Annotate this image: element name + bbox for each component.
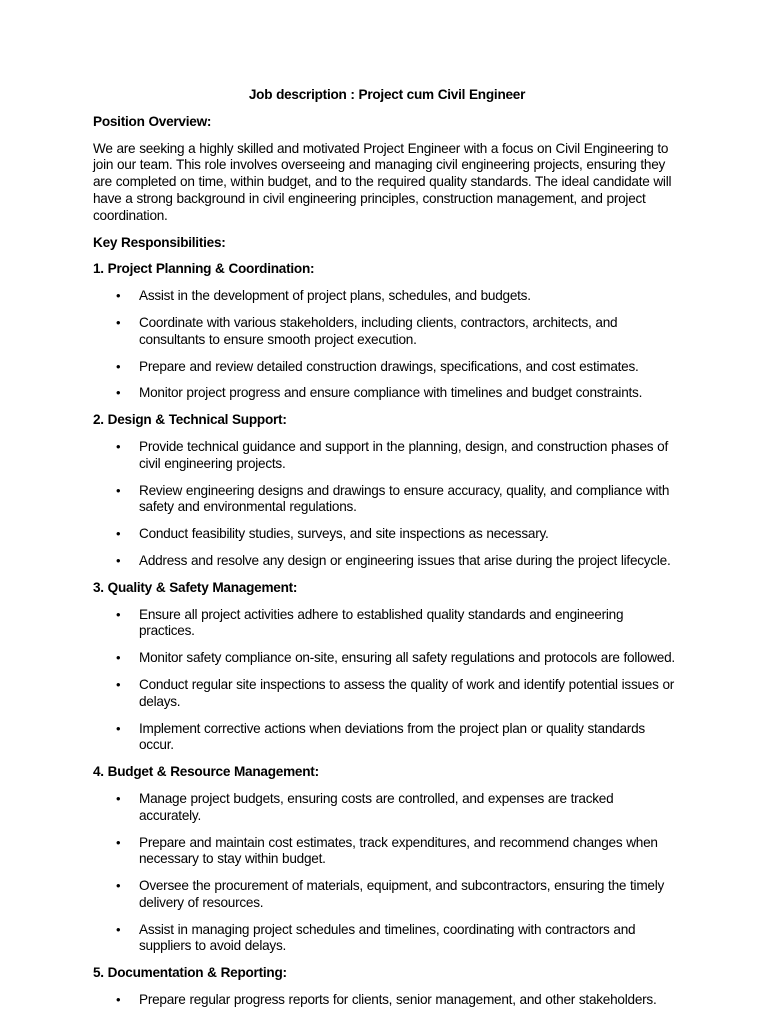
overview-paragraph: We are seeking a highly skilled and motivated Project Engineer with a focus on Civil Engineering to join our team. This role involves overseeing and managing civil engineering projects, ensuring they are completed on time, within budget, and to the required quality standards. The ideal candidate will have a strong background in civil engineering principles, construction management, and project coordination. [93, 140, 672, 223]
list-item [93, 607, 675, 641]
list-item [93, 922, 675, 956]
list-item [93, 359, 675, 376]
bullet-icon: • [116, 790, 121, 806]
list-item [93, 483, 675, 517]
section-heading: 2. Design & Technical Support: [93, 412, 287, 428]
section-heading: 4. Budget & Resource Management: [93, 764, 319, 780]
bullet-icon: • [116, 606, 121, 622]
list-item [93, 878, 675, 912]
list-item-text: Provide technical guidance and support in the planning, design, and construction phases of civil engineering projects. [139, 438, 668, 471]
list-item-text: Review engineering designs and drawings to ensure accuracy, quality, and compliance with safety and environmental regulations. [139, 482, 670, 515]
section-planning [93, 261, 675, 402]
list-item [93, 721, 675, 755]
document-title: Job description : Project cum Civil Engineer [248, 87, 526, 102]
list-item-text: Implement corrective actions when deviations from the project plan or quality standards occur. [139, 720, 645, 753]
bullet-icon: • [116, 288, 121, 304]
list-item-text: Assist in managing project schedules and timelines, coordinating with contractors and suppliers to avoid delays. [139, 921, 636, 954]
section-design [93, 412, 675, 570]
list-item [93, 288, 675, 305]
section-heading: 3. Quality & Safety Management: [93, 579, 298, 595]
list-item-text: Manage project budgets, ensuring costs are controlled, and expenses are tracked accurately. [139, 790, 614, 823]
list-item-text: Prepare regular progress reports for clients, senior management, and other stakeholders. [139, 992, 657, 1008]
list-item-text: Conduct feasibility studies, surveys, and site inspections as necessary. [139, 526, 549, 542]
bullet-list [93, 288, 675, 402]
list-item-text: Prepare and maintain cost estimates, track expenditures, and recommend changes when necessary to stay within budget. [139, 834, 658, 867]
list-item [93, 315, 675, 349]
list-item [93, 677, 675, 711]
bullet-icon: • [116, 921, 121, 937]
bullet-icon: • [116, 358, 121, 374]
list-item [93, 439, 675, 473]
list-item [93, 992, 675, 1009]
list-item-text: Ensure all project activities adhere to established quality standards and engineering practices. [139, 606, 624, 639]
bullet-list [93, 992, 675, 1009]
bullet-icon: • [116, 676, 121, 692]
bullet-icon: • [116, 385, 121, 401]
bullet-icon: • [116, 992, 121, 1008]
list-item [93, 835, 675, 869]
list-item-text: Monitor safety compliance on-site, ensuring all safety regulations and protocols are followed. [139, 650, 675, 666]
list-item [93, 553, 675, 570]
bullet-list [93, 439, 675, 570]
bullet-list [93, 607, 675, 755]
responsibilities-heading: Key Responsibilities: [93, 234, 226, 250]
list-item [93, 650, 675, 667]
list-item-text: Prepare and review detailed construction drawings, specifications, and cost estimates. [139, 358, 639, 374]
bullet-icon: • [116, 720, 121, 736]
bullet-icon: • [116, 878, 121, 894]
list-item-text: Conduct regular site inspections to assess the quality of work and identify potential issues or delays. [139, 676, 675, 709]
list-item-text: Monitor project progress and ensure compliance with timelines and budget constraints. [139, 385, 643, 401]
list-item [93, 385, 675, 402]
overview-heading: Position Overview: [93, 113, 212, 129]
bullet-icon: • [116, 834, 121, 850]
bullet-icon: • [116, 482, 121, 498]
bullet-list [93, 791, 675, 955]
list-item [93, 791, 675, 825]
list-item-text: Address and resolve any design or engineering issues that arise during the project lifecycle. [139, 552, 671, 568]
bullet-icon: • [116, 314, 121, 330]
list-item-text: Coordinate with various stakeholders, including clients, contractors, architects, and consultants to ensure smooth project execution. [139, 314, 618, 347]
section-heading: 5. Documentation & Reporting: [93, 965, 287, 981]
bullet-icon: • [116, 552, 121, 568]
section-quality-safety [93, 580, 675, 754]
section-heading: 1. Project Planning & Coordination: [93, 261, 315, 277]
section-budget-resource [93, 764, 675, 955]
section-documentation-reporting [93, 965, 675, 1009]
list-item-text: Assist in the development of project plans, schedules, and budgets. [139, 288, 531, 304]
list-item-text: Oversee the procurement of materials, equipment, and subcontractors, ensuring the timely delivery of resources. [139, 878, 665, 910]
bullet-icon: • [116, 650, 121, 666]
list-item [93, 526, 675, 543]
bullet-icon: • [116, 438, 121, 454]
bullet-icon: • [116, 526, 121, 542]
